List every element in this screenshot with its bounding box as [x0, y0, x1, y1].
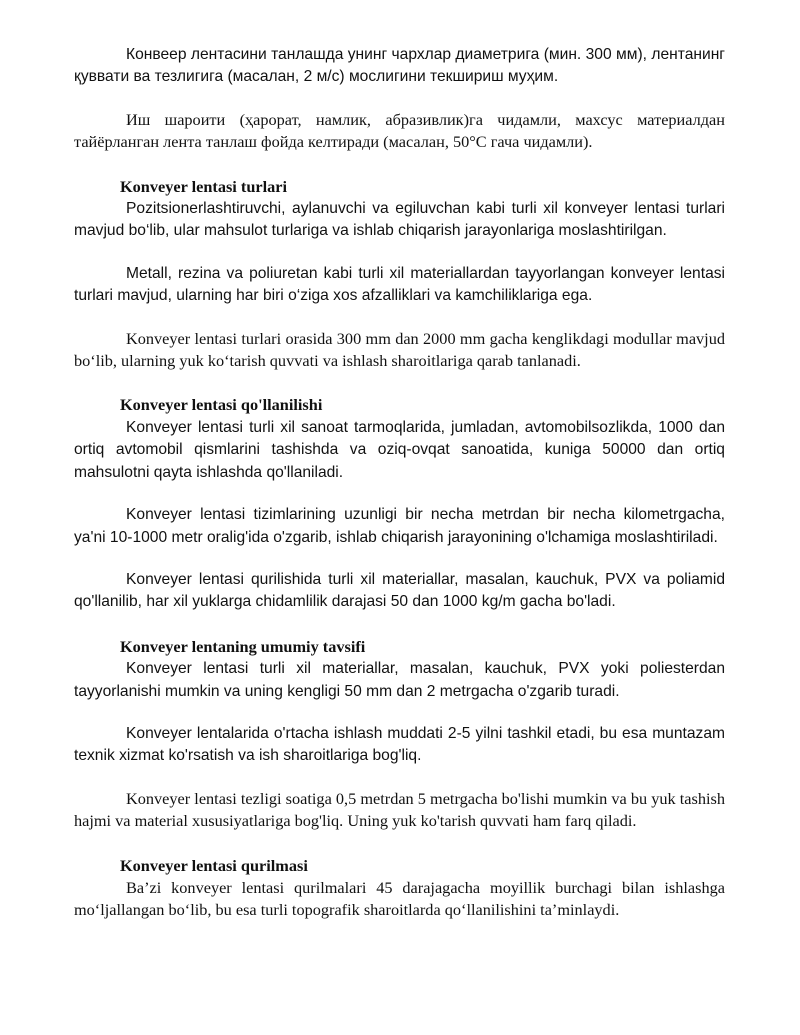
- paragraph-belt-usage-3: Konveyer lentasi qurilishida turli xil materiallar, masalan, kauchuk, PVX va poliamid qo'llanilib, har xil yuklarga chidamlilik darajasi 50 dan 1000 kg/m gacha bo'ladi.: [74, 570, 725, 611]
- paragraph-general-description-2: Konveyer lentalarida o'rtacha ishlash muddati 2-5 yilni tashkil etadi, bu esa muntazam texnik xizmat ko'rsatish va ish sharoitlariga bog'liq.: [74, 724, 725, 765]
- heading-conveyor-general-description: Konveyer lentaning umumiy tavsifi: [120, 636, 366, 656]
- paragraph-belt-types-2: Metall, rezina va poliuretan kabi turli xil materiallardan tayyorlangan konveyer lentasi turlari mavjud, ularning har biri o‘ziga xos afzalliklari va kamchiliklariga ega.: [74, 264, 725, 305]
- heading-conveyor-belt-usage: Konveyer lentasi qo'llanilishi: [120, 395, 323, 415]
- heading-conveyor-belt-types: Konveyer lentasi turlari: [120, 176, 288, 196]
- paragraph-belt-types-3: Konveyer lentasi turlari orasida 300 mm dan 2000 mm gacha kenglikdagi modullar mavjud bo‘lib, ularning yuk ko‘tarish quvvati va ishlash sharoitlariga qarab tanlanadi.: [74, 328, 725, 371]
- heading-conveyor-device: Konveyer lentasi qurilmasi: [120, 855, 308, 875]
- paragraph-general-description-3: Konveyer lentasi tezligi soatiga 0,5 metrdan 5 metrgacha bo'lishi mumkin va bu yuk tashish hajmi va material xususiyatlariga bog'liq. Uning yuk ko'tarish quvvati ham farq qiladi.: [74, 788, 725, 831]
- paragraph-belt-usage-1: Konveyer lentasi turli xil sanoat tarmoqlarida, jumladan, avtomobilsozlikda, 1000 dan ortiq avtomobil qismlarini tashishda va oziq-ovqat sanoatida, kuniga 50000 dan ortiq mahsulotni qayta ishlashda qo'llaniladi.: [74, 418, 725, 481]
- paragraph-belt-types-1: Pozitsionerlashtiruvchi, aylanuvchi va egiluvchan kabi turli xil konveyer lentasi turlari mavjud bo‘lib, ular mahsulot turlariga va ishlab chiqarish jarayonlariga moslashtirilgan.: [74, 200, 725, 240]
- paragraph-device-1: Ba’zi konveyer lentasi qurilmalari 45 darajagacha moyillik burchagi bilan ishlashga mo‘ljallangan bo‘lib, bu esa turli topografik sharoitlarda qo‘llanilishini ta’minlaydi.: [74, 877, 725, 920]
- paragraph-general-description-1: Konveyer lentasi turli xil materiallar, masalan, kauchuk, PVX yoki poliesterdan tayyorlanishi mumkin va uning kengligi 50 mm dan 2 metrgacha o'zgarib turadi.: [74, 660, 725, 700]
- paragraph-working-conditions-cyrillic: Иш шароити (ҳарорат, намлик, абразивлик)га чидамли, махсус материалдан тайёрланган лента танлаш фойда келтиради (масалан, 50°С гача чидамли).: [74, 109, 725, 152]
- paragraph-belt-usage-2: Konveyer lentasi tizimlarining uzunligi bir necha metrdan bir necha kilometrgacha, ya'ni 10-1000 metr oralig'ida o'zgarib, ishlab chiqarish jarayonining o'lchamiga moslashtiriladi.: [74, 506, 725, 546]
- paragraph-conveyor-selection-cyrillic: Конвеер лентасини танлашда унинг чархлар диаметрига (мин. 300 мм), лентанинг қуввати ва тезлигига (масалан, 2 м/с) мослигини текшириш муҳим.: [74, 46, 725, 86]
- document-page: [74, 44, 725, 922]
